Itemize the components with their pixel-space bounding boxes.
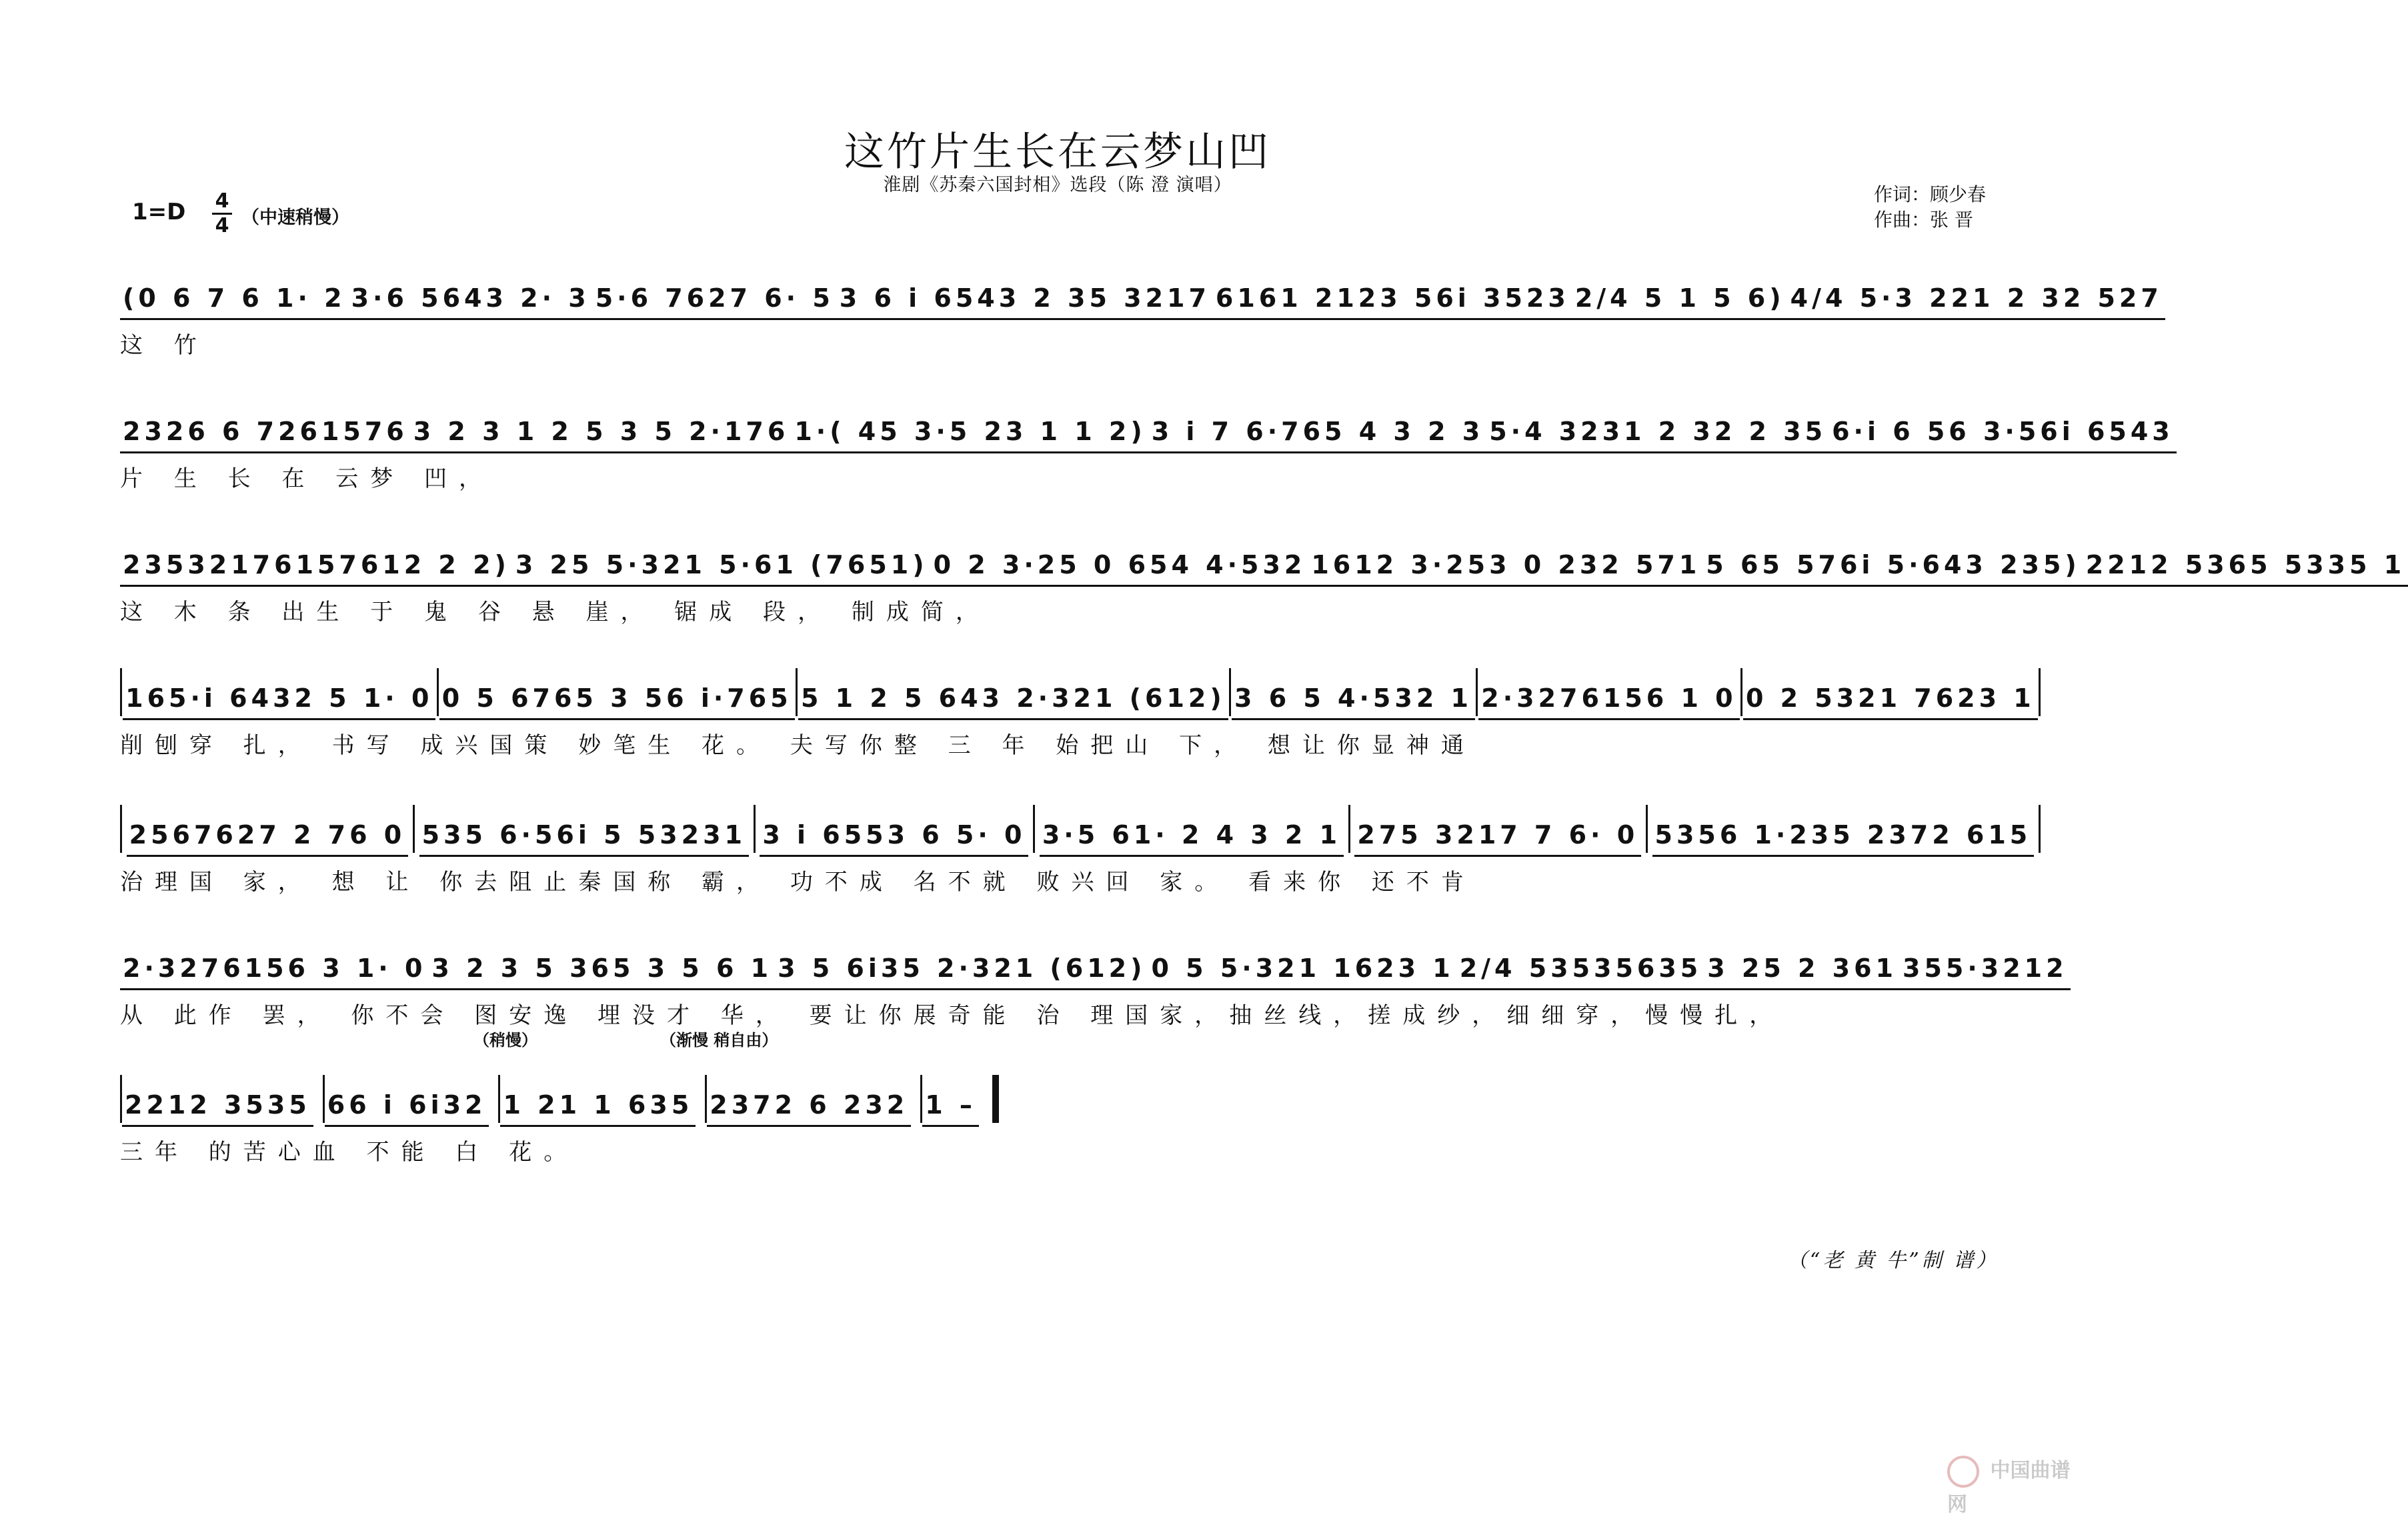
- measure: 5 1 2 5 643 2·321 (612): [798, 678, 1228, 720]
- barline: [437, 668, 439, 716]
- measure: 6·i 6 56 3·56i 6543: [1829, 411, 2177, 453]
- barline: [413, 805, 415, 853]
- measure: 2/4 5 1 5 6): [1572, 278, 1788, 320]
- measure: 2567627 2 76 0: [127, 815, 409, 857]
- measure: 2·3276156 1 0: [1478, 678, 1739, 720]
- barline: [1476, 668, 1478, 716]
- measure: 1 –: [922, 1085, 979, 1127]
- notation-line: [120, 1047, 1040, 1127]
- notation-line: [120, 777, 2041, 857]
- transcriber-credit: （“老 黄 牛”制 谱）: [1787, 1249, 1999, 1272]
- watermark-logo-icon: [1947, 1456, 1979, 1488]
- barline: [2039, 805, 2041, 853]
- final-barline: [992, 1075, 999, 1123]
- time-signature: [209, 191, 235, 237]
- lyrics-line: 这 竹: [120, 332, 209, 359]
- measure: 2372 6 232: [707, 1085, 911, 1127]
- measure: 3 i 7 6·765 4 3 2 3: [1149, 411, 1486, 453]
- measure: 3·6 5643 2· 3: [349, 278, 593, 320]
- notation-line: [120, 373, 2174, 453]
- measure: 1·( 45 3·5 23 1 1 2): [792, 411, 1148, 453]
- site-watermark: [1947, 1454, 2087, 1516]
- measure: 0 2 5321 7623 1: [1743, 678, 2038, 720]
- measure: 3 6 i 6543 2 35 3217: [837, 278, 1213, 320]
- measure: 3 2 3 5 365 3 5 6 1: [429, 948, 775, 990]
- meter-top: 4: [215, 189, 229, 213]
- measure: 23532176157612 2 2): [120, 545, 513, 587]
- notation-line: [120, 240, 2163, 320]
- barline: [1740, 668, 1742, 716]
- measure: 5·6 7627 6· 5: [593, 278, 837, 320]
- lyrics-line: 从 此作 罢， 你不会 图安逸 埋没才 华， 要让你展奇能 治 理国家，抽丝线，搓成纱，细细穿，慢慢扎，: [120, 1002, 1784, 1029]
- measure: 3·5 61· 2 4 3 2 1: [1040, 815, 1344, 857]
- measure: 0 2 3·25 0 654 4·532: [931, 545, 1309, 587]
- measure: 3 i 6553 6 5· 0: [760, 815, 1028, 857]
- notation-line: [120, 910, 2068, 990]
- barline: [2039, 668, 2041, 716]
- tempo-marking: （中速稍慢）: [241, 207, 349, 228]
- composer-credit: 作曲：张 晋: [1874, 209, 1973, 231]
- lyrics-line: 这 木 条 出生 于 鬼 谷 悬 崖， 锯成 段， 制成简，: [120, 599, 990, 625]
- tempo-mark-rit: （渐慢 稍自由）: [660, 1031, 778, 1050]
- meter-bottom: 4: [215, 214, 229, 237]
- lyricist-credit: 作词：顾少春: [1874, 183, 1987, 205]
- barline: [1348, 805, 1350, 853]
- notation-line: [120, 640, 2041, 720]
- measure: 66 i 6i32: [325, 1085, 489, 1127]
- lyrics-line: 片 生 长 在 云梦 凹，: [120, 465, 494, 492]
- barline: [1646, 805, 1648, 853]
- lyrics-line: 三年 的苦心血 不能 白 花。: [120, 1139, 579, 1166]
- measure: 3 25 5·321 5·61 (7651): [513, 545, 931, 587]
- measure: 0 5 6765 3 56 i·765: [439, 678, 795, 720]
- barline: [796, 668, 798, 716]
- watermark-text: 中国曲谱网: [1947, 1459, 2071, 1516]
- measure: 275 3217 7 6· 0: [1354, 815, 1641, 857]
- measure: 3 2 3 1 2 5 3 5 2·176: [411, 411, 792, 453]
- barline: [754, 805, 756, 853]
- measure: 0 5 5·321 1623 1: [1149, 948, 1457, 990]
- lyrics-line: 削刨穿 扎， 书写 成兴国策 妙笔生 花。 夫写你整 三 年 始把山 下， 想让你显神通: [120, 732, 1476, 759]
- measure: (0 6 7 6 1· 2: [120, 278, 349, 320]
- measure: 535 6·56i 5 53231: [419, 815, 749, 857]
- measure: 2·3276156 3 1· 0: [120, 948, 429, 990]
- tempo-mark-slower: （稍慢）: [473, 1031, 537, 1050]
- barline: [1229, 668, 1231, 716]
- measure: 2326 6 7261576: [120, 411, 411, 453]
- measure: 6161 2123 56i 3523: [1213, 278, 1572, 320]
- measure: 355·3212: [1900, 948, 2071, 990]
- notation-line: [120, 507, 2406, 587]
- measure: 165·i 6432 5 1· 0: [123, 678, 435, 720]
- measure: 2212 3535: [122, 1085, 313, 1127]
- song-title: 这竹片生长在云梦山凹: [844, 129, 1271, 175]
- barline: [1033, 805, 1035, 853]
- measure: 3 5 6i35 2·321 (612): [775, 948, 1148, 990]
- measure: 2212 5365 5335 1: [2083, 545, 2408, 587]
- barline: [120, 668, 122, 716]
- measure: 5 65 576i 5·643 235): [1703, 545, 2083, 587]
- measure: 3 25 2 361: [1704, 948, 1900, 990]
- key-signature: 1=D: [132, 199, 186, 225]
- measure: 1612 3·253 0 232 571: [1308, 545, 1703, 587]
- measure: 1 21 1 635: [500, 1085, 696, 1127]
- measure: 2/4 53535635: [1457, 948, 1705, 990]
- barline: [120, 805, 122, 853]
- lyrics-line: 治理国 家， 想 让 你去阻止秦国称 霸， 功不成 名不就 败兴回 家。 看来你 还不肯: [120, 869, 1476, 896]
- measure: 5356 1·235 2372 615: [1652, 815, 2035, 857]
- measure: 5·4 3231 2 32 2 35: [1486, 411, 1829, 453]
- measure: 3 6 5 4·532 1: [1232, 678, 1475, 720]
- song-subtitle: 淮剧《苏秦六国封相》选段（陈 澄 演唱）: [883, 175, 1232, 195]
- measure: 4/4 5·3 221 2 32 527: [1788, 278, 2165, 320]
